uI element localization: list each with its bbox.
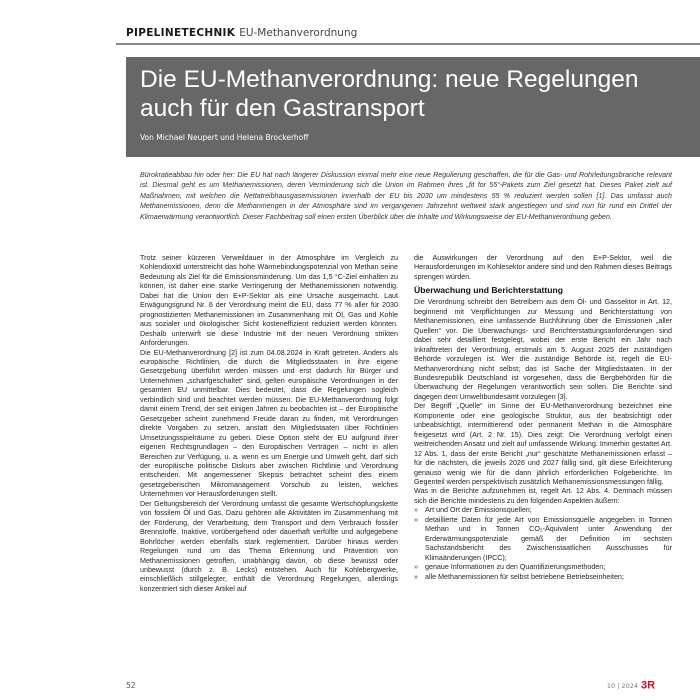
paragraph: Die Verordnung schreibt den Betreibern aus dem Öl- und Gassektor in Art. 12, beginnend mit Verpflichtungen zur Messung und Berichterstattung von Methanemissionen, eine umfassende Buchführung über die Emissionen „aller Quellen“ vor. Die Überwachungs- und Berichterstattungsanforderungen sind dabei sehr detailliert festgelegt, wobei der erste Bericht ein Jahr nach Inkrafttreten der Verordnung, erstmals am 5. August 2025 der zuständigen Behörde vorzulegen ist. Wer die zuständige Behörde ist, regelt die EU-Methanverordnung nicht selbst; das ist Sache der Mitgliedstaaten. In der Bundesrepublik Deutschland ist vorgesehen, dass die Bergbehörden für die Überwachung der Regelungen verantwortlich sein sollen. Die Berichte sind dagegen dem Umweltbundesamt vorzulegen [3]. — [414, 298, 672, 401]
bullet-icon: » — [414, 515, 418, 524]
bullet-icon: » — [414, 572, 418, 581]
subheading: Überwachung und Berichterstattung — [414, 285, 563, 296]
subsection-label: EU-Methanverordnung — [239, 27, 358, 39]
paragraph: Der Begriff „Quelle“ im Sinne der EU-Methanverordnung bezeichnet eine Komponente oder eine geologische Struktur, aus der beabsichtigt oder unbeabsichtigt, intermittierend oder permanent Methan in die Atmosphäre freigesetzt wird (Art. 2 Nr. 15). Dies zeigt: Die Verordnung verfolgt einen weitreichenden Ansatz und zielt auf umfassende Wirkung. Immerhin gestattet Art. 12 Abs. 1, dass der erste Bericht „nur“ geschätzte Methanemissionen erfasst – für die nächsten, die jeweils 2026 und 2027 fällig sind, gilt diese Erleichterung genauso wenig wie für die dann jährlich erforderlichen Folgeberichte. Im Gegenteil werden perspektivisch zusätzlich Methanemissionsmessungen fällig. — [414, 402, 672, 486]
running-header — [126, 27, 357, 39]
list-item — [414, 506, 672, 515]
3r-logo-icon — [640, 678, 658, 690]
paragraph: Der Geltungsbereich der Verordnung umfasst die gesamte Wertschöpfungskette von fossilem Öl und Gas. Dazu gehören alle Aktivitäten im Zusammenhang mit der Förderung, der Verarbeitung, dem Transport und dem Verbrauch fossiler Brennstoffe. Inaktive, vorübergehend oder dauerhaft verfüllte und aufgegebene Bohrlöcher werden ebenfalls stark reglementiert. Darüber hinaus werden Regelungen rund um das Thema Erkennung und Prävention von Methanemissionen getroffen, unabhängig davon, ob diese bewusst oder unbewusst (durch z. B. Lecks) entstehen. Auch für Kohlebergwerke, einschließlich stillgelegter, enthält die Verordnung Regelungen, allerdings konzentriert sich dieser Artikel auf — [140, 499, 398, 593]
list-item-text: Art und Ort der Emissionsquellen; — [425, 506, 532, 515]
issue-label: 10 | 2024 — [606, 682, 638, 690]
article-lead: Bürokratieabbau hin oder her: Die EU hat nach längerer Diskussion einmal mehr eine neue Regulierung geschaffen, die für die Gas- und Rohrleitungsbranche relevant ist. Diesmal geht es um Methanemissionen, deren Verminderung sich die Union im Rahmen ihres „fit for 55“-Pakets zum Ziel gesetzt hat. Dieses Paket zielt auf Maßnahmen, mit welchen die Nettatreibhausgasemissionen innerhalb der EU bis 2030 um mindestens 55 % reduziert werden sollen [1]. Das umfasst auch Methanemissionen, denn die Methanmengen in der Atmosphäre sind im vergangenen Jahrzehnt weltweit stark angestiegen und sind nun für rund ein Drittel der Klimaerwärmung verantwortlich. Dieser Fachbeitrag soll einen ersten Überblick über die Inhalte und Wirkungsweise der EU-Methanverordnung geben. — [140, 171, 672, 221]
paragraph: Die EU-Methanverordnung [2] ist zum 04.08.2024 in Kraft getreten. Anders als europäische Richtlinien, die durch die Mitgliedsstaaten in ihre eigene Gesetzgebung überführt werden müssen und erst dadurch für Bürger und Unternehmen „scharfgeschaltet“ sind, gelten europäische Verordnungen in der gesamten EU unmittelbar. Dies bedeutet, dass die Regelungen sogleich verbindlich sind und beachtet werden müssen. Die EU-Methanverordnung folgt damit einem Trend, der seit einigen Jahren zu beobachten ist – der Europäische Gesetzgeber scheint zunehmend Freude daran zu finden, mit Verordnungen direkte Vorgaben zu setzen, anstatt den Mitgliedstaaten über Richtlinien Umsetzungsspielräume zu geben. Diese Option steht der EU aufgrund ihrer eigenen Rechtsgrundlagen – den Europäischen Verträgen – nicht in allen Bereichen zur Verfügung, u. a. wenn es um Energie und Umwelt geht, darf sich der europäische politische Diskurs aber zwischen Richtlinie und Verordnung entscheiden. Mit angemessener Skepsis betrachtet scheint dies einem gesetzgeberischen Mikromanagement Vorschub zu leisten, welches Unternehmen vor Herausforderungen stellt. — [140, 348, 398, 499]
list-item-text: detaillierte Daten für jede Art von Emissionsquelle angegeben in Tonnen Methan und in Tonnen CO₂-Äquivalent unter Anwendung der Erderwärmungspotenziale gemäß der Definition im sechsten Sachstandsbericht des Zwischenstaatlichen Ausschusses für Klimaänderungen (IPCC); — [425, 515, 672, 562]
paragraph: die Auswirkungen der Verordnung auf den E+P-Sektor, weil die Herausforderungen im Kohlesektor andere sind und den Rahmen dieses Beitrags sprengen würden. — [414, 254, 672, 281]
paragraph: Trotz seiner kürzeren Verweildauer in der Atmosphäre im Vergleich zu Kohlendioxid unterstreicht das hohe Wärmebindungspotenzial von Methan seine Bedeutung als Ziel für die Emissionsminderung. Um das 1,5 °C-Ziel einhalten zu können, ist daher eine starke Verringerung der Methanemissionen notwendig. Dabei hat die Union den E+P-Sektor als eine Ursache ausgemacht. Laut Erwägungsgrund Nr. 6 der Verordnung meint die EU, dass 77 % aller für 2030 prognostizierten Methanemissionen im Zusammenhang mit Öl, Gas und Kohle aus sozialer und ökologischer Sicht kosteneffizient reduziert werden könnten. Deshalb unterwirft sie diese Industrie mit der neuen Verordnung strikten Anforderungen. — [140, 254, 398, 348]
logo-text: 3R — [641, 679, 656, 690]
list-item — [414, 516, 672, 563]
header-rule — [116, 43, 700, 45]
right-column — [414, 254, 672, 582]
article-title: Die EU-Methanverordnung: neue Regelungen auch für den Gastransport — [140, 66, 639, 122]
list-item-text: genaue Informationen zu den Quantifizierungsmethoden; — [425, 563, 606, 572]
page-number: 52 — [126, 681, 136, 690]
article-byline: Von Michael Neupert und Helena Brockerhoff — [140, 133, 309, 142]
bullet-icon: » — [414, 506, 418, 515]
list-item-text: alle Methanemissionen für selbst betriebene Betriebseinheiten; — [425, 572, 624, 581]
section-label: PIPELINETECHNIK — [126, 27, 236, 39]
bullet-icon: » — [414, 563, 418, 572]
bullet-list — [414, 506, 672, 582]
list-item — [414, 563, 672, 572]
paragraph: Was in die Berichte aufzunehmen ist, regelt Art. 12 Abs. 4. Demnach müssen sich die Berichte mindestens zu den folgenden Aspekten äußern: — [414, 487, 672, 505]
list-item — [414, 573, 672, 582]
left-column — [140, 254, 398, 594]
